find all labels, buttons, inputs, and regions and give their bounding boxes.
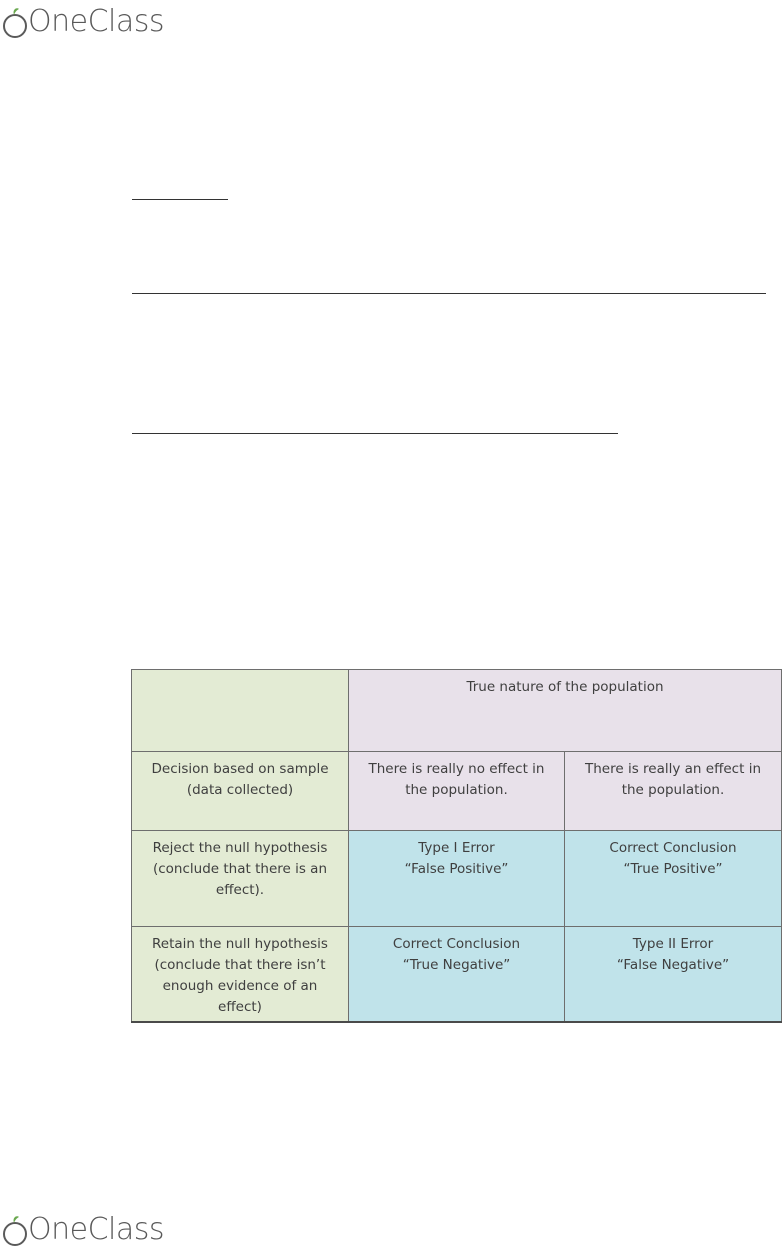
no-effect-header-cell: There is really no effect in the population. bbox=[349, 752, 565, 831]
oneclass-logo-icon bbox=[0, 1214, 32, 1248]
decision-header-cell: Decision based on sample (data collected) bbox=[132, 752, 349, 831]
oneclass-logo bbox=[0, 0, 164, 40]
true-negative-cell: Correct Conclusion “True Negative” bbox=[349, 927, 565, 1023]
table-row bbox=[132, 831, 782, 927]
oneclass-logo-footer bbox=[0, 1208, 164, 1248]
population-header-cell: True nature of the population bbox=[349, 670, 782, 752]
reject-null-label-cell: Reject the null hypothesis (conclude that there is an effect). bbox=[132, 831, 349, 927]
hypothesis-error-table bbox=[131, 669, 782, 1023]
table-row bbox=[132, 752, 782, 831]
blank-line-medium bbox=[132, 433, 618, 434]
type-2-error-cell: Type II Error “False Negative” bbox=[565, 927, 782, 1023]
blank-line-short bbox=[132, 199, 228, 200]
logo-text: OneClass bbox=[28, 1212, 165, 1247]
blank-line-long bbox=[132, 293, 766, 294]
effect-header-cell: There is really an effect in the population. bbox=[565, 752, 782, 831]
logo-text: OneClass bbox=[28, 4, 165, 39]
oneclass-logo-icon bbox=[0, 6, 32, 40]
table-row bbox=[132, 927, 782, 1023]
true-positive-cell: Correct Conclusion “True Positive” bbox=[565, 831, 782, 927]
table-row bbox=[132, 670, 782, 752]
table-corner-cell bbox=[132, 670, 349, 752]
retain-null-label-cell: Retain the null hypothesis (conclude that there isn’t enough evidence of an effect) bbox=[132, 927, 349, 1023]
type-1-error-cell: Type I Error “False Positive” bbox=[349, 831, 565, 927]
